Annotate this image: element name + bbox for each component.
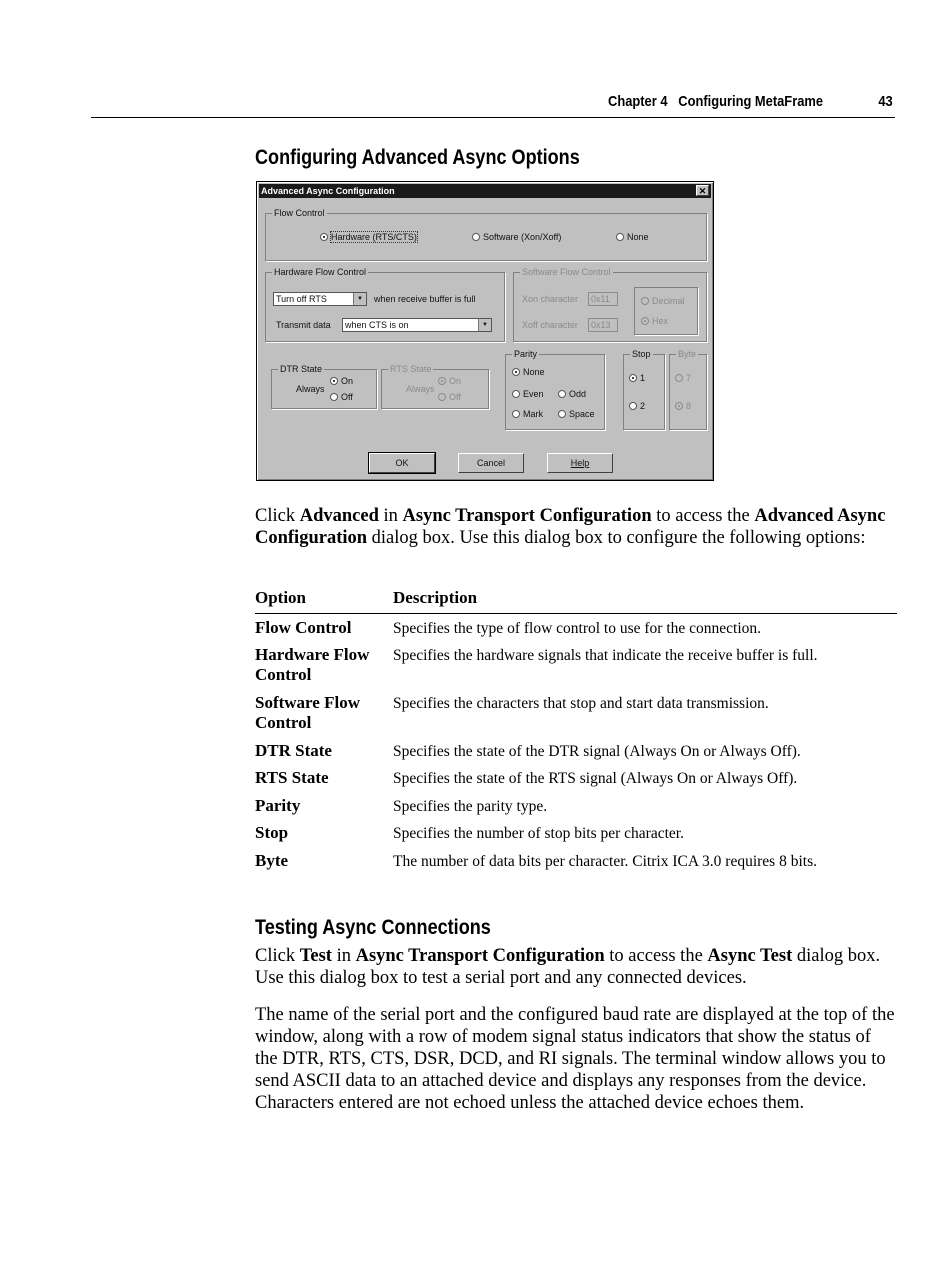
radio-rts-off[interactable]: Off bbox=[438, 392, 461, 402]
radio-software-xon-xoff[interactable]: Software (Xon/Xoff) bbox=[472, 232, 561, 242]
transmit-data-label: Transmit data bbox=[276, 320, 331, 330]
radio-selected-icon bbox=[512, 368, 520, 376]
dtr-state-group bbox=[271, 364, 377, 409]
stop-bits-group bbox=[623, 349, 665, 430]
close-icon[interactable]: ✕ bbox=[696, 185, 709, 196]
xoff-character-field[interactable]: 0x13 bbox=[588, 318, 618, 332]
radio-icon bbox=[641, 297, 649, 305]
intro-paragraph: Click Advanced in Async Transport Configuration to access the Advanced Async Configuration dialog box. Use this dialog box to configure the following options: bbox=[255, 506, 886, 548]
radio-selected-icon bbox=[641, 317, 649, 325]
dropdown-arrow-icon: ▼ bbox=[353, 293, 366, 305]
radio-byte-8[interactable]: 8 bbox=[675, 401, 691, 411]
radio-byte-7[interactable]: 7 bbox=[675, 373, 691, 383]
radio-icon bbox=[512, 390, 520, 398]
radio-icon bbox=[629, 402, 637, 410]
ok-button[interactable]: OK bbox=[369, 453, 435, 473]
radio-icon bbox=[472, 233, 480, 241]
xon-character-label: Xon character bbox=[522, 294, 579, 304]
radio-hex[interactable]: Hex bbox=[641, 316, 668, 326]
radio-hardware-rts-cts[interactable]: Hardware (RTS/CTS) bbox=[320, 232, 417, 242]
radio-dtr-off[interactable]: Off bbox=[330, 392, 353, 402]
radio-icon bbox=[330, 393, 338, 401]
transmit-data-select[interactable]: when CTS is on ▼ bbox=[342, 318, 492, 332]
dtr-always-label: Always bbox=[296, 384, 325, 394]
radio-selected-icon bbox=[438, 377, 446, 385]
section-heading-testing-async: Testing Async Connections bbox=[255, 916, 491, 939]
parity-group bbox=[505, 349, 605, 430]
options-table: Option Description Flow Control Specifies the type of flow control to use for the connection. Hardware Flow Control Specifies the hardware signals that indicate the receive buffer is full. Software Flow Control Specifies the characters that stop and start data transmission. DTR State Specifies the state of the DTR signal (Always On or Always Off). RTS State Specifies the state of the RTS signal (Always On or Always Off). Parity Specifies the parity type. Stop Specifies the number of stop bits per character. Byte The number of data bits per character. Citrix ICA 3.0 requires 8 bits. bbox=[255, 588, 897, 614]
dtr-state-label: DTR State bbox=[280, 364, 323, 374]
radio-rts-on[interactable]: On bbox=[438, 376, 461, 386]
radio-stop-1[interactable]: 1 bbox=[629, 373, 645, 383]
software-flow-control-label: Software Flow Control bbox=[522, 267, 611, 277]
rts-mode-select[interactable]: Turn off RTS ▼ bbox=[273, 292, 367, 306]
radio-selected-icon bbox=[675, 402, 683, 410]
test-paragraph: Click Test in Async Transport Configuration to access the Async Test dialog box. Use this dialog box to test a serial port and any connected devices. bbox=[255, 946, 881, 988]
chapter-title: Chapter 4 Configuring MetaFrame bbox=[607, 93, 823, 110]
hardware-flow-control-label: Hardware Flow Control bbox=[274, 267, 367, 277]
radio-parity-space[interactable]: Space bbox=[558, 409, 595, 419]
radio-parity-even[interactable]: Even bbox=[512, 389, 544, 399]
radio-stop-2[interactable]: 2 bbox=[629, 401, 645, 411]
dialog-title-bar bbox=[259, 184, 711, 198]
hardware-flow-control-group bbox=[265, 267, 505, 342]
radio-dtr-on[interactable]: On bbox=[330, 376, 353, 386]
radio-flow-none[interactable]: None bbox=[616, 232, 649, 242]
dialog-title: Advanced Async Configuration bbox=[261, 186, 395, 196]
radio-icon bbox=[558, 390, 566, 398]
parity-label: Parity bbox=[514, 349, 538, 359]
flow-control-group bbox=[265, 208, 707, 261]
radio-selected-icon bbox=[330, 377, 338, 385]
table-header bbox=[255, 588, 897, 614]
radio-icon bbox=[438, 393, 446, 401]
radio-icon bbox=[558, 410, 566, 418]
radio-icon bbox=[512, 410, 520, 418]
byte-group bbox=[669, 349, 707, 430]
running-header bbox=[91, 93, 895, 118]
radio-icon bbox=[616, 233, 624, 241]
stop-label: Stop bbox=[632, 349, 651, 359]
radio-parity-odd[interactable]: Odd bbox=[558, 389, 586, 399]
radio-decimal[interactable]: Decimal bbox=[641, 296, 685, 306]
radio-selected-icon bbox=[629, 374, 637, 382]
cancel-button[interactable]: Cancel bbox=[458, 453, 524, 473]
xon-character-field[interactable]: 0x11 bbox=[588, 292, 618, 306]
flow-control-label: Flow Control bbox=[274, 208, 325, 218]
help-button[interactable]: Help bbox=[547, 453, 613, 473]
software-flow-control-group bbox=[513, 267, 707, 342]
radio-icon bbox=[675, 374, 683, 382]
rts-state-label: RTS State bbox=[390, 364, 432, 374]
page-number: 43 bbox=[878, 93, 893, 110]
rts-state-group bbox=[381, 364, 489, 409]
advanced-async-dialog-screenshot bbox=[256, 181, 714, 481]
radio-parity-mark[interactable]: Mark bbox=[512, 409, 543, 419]
serial-port-paragraph: The name of the serial port and the configured baud rate are displayed at the top of the window, along with a row of modem signal status indicators that show the status of the DTR, RTS, CTS, DSR, DCD, and RI signals. The terminal window allows you to send ASCII data to an attached device and displays any responses from the device. Characters entered are not echoed unless the attached device echoes them. bbox=[255, 1005, 895, 1113]
number-format-group bbox=[634, 287, 698, 335]
byte-label: Byte bbox=[678, 349, 697, 359]
radio-selected-icon bbox=[320, 233, 328, 241]
xoff-character-label: Xoff character bbox=[522, 320, 578, 330]
rts-always-label: Always bbox=[406, 384, 435, 394]
column-header-option: Option bbox=[255, 588, 307, 607]
radio-parity-none[interactable]: None bbox=[512, 367, 545, 377]
rts-suffix-text: when receive buffer is full bbox=[374, 294, 476, 304]
dropdown-arrow-icon: ▼ bbox=[478, 319, 491, 331]
column-header-description: Description bbox=[393, 588, 478, 607]
section-heading-advanced-async: Configuring Advanced Async Options bbox=[255, 146, 580, 169]
